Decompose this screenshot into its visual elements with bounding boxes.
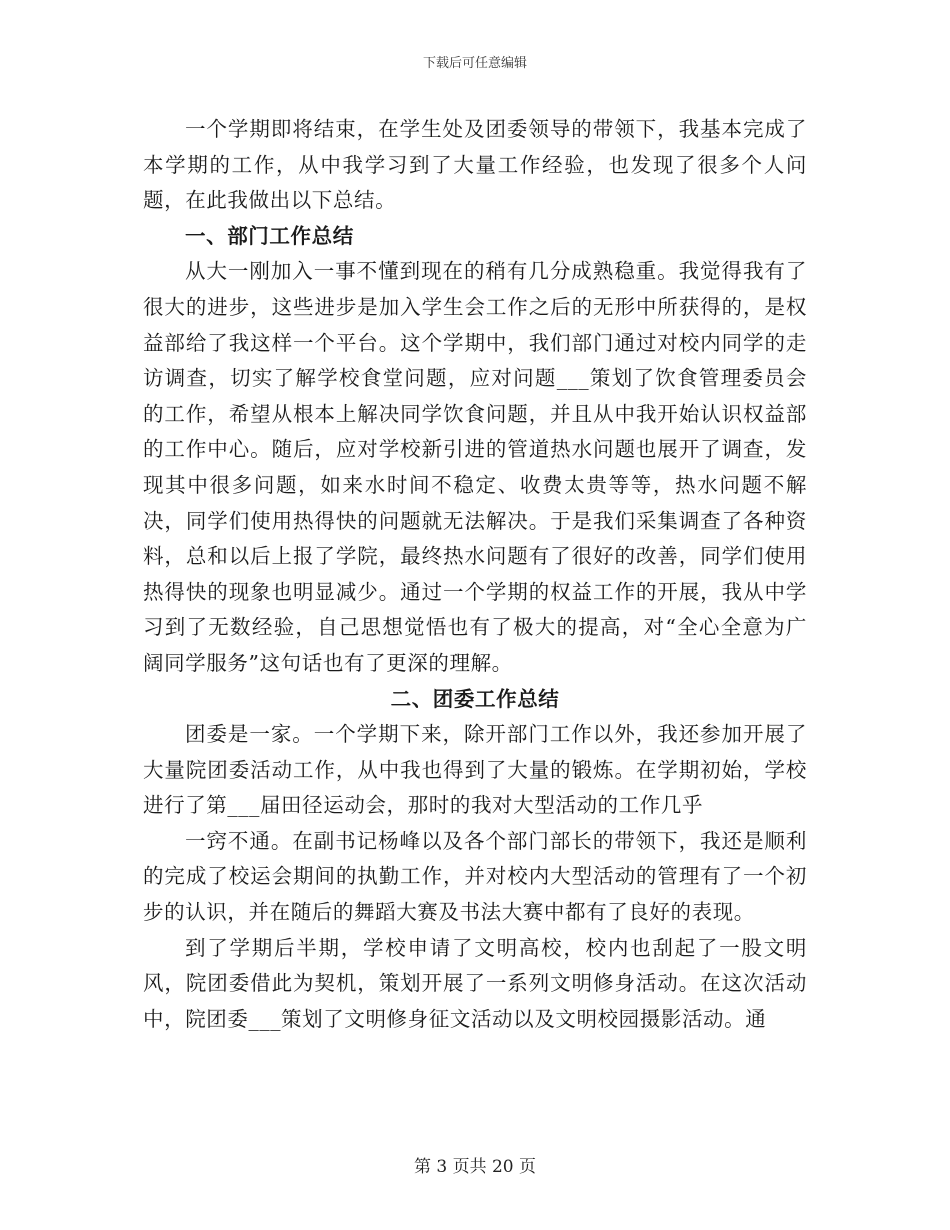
page-header: 下载后可任意编辑 [422,56,527,71]
section-2-paragraph-1: 团委是一家。一个学期下来，除开部门工作以外，我还参加开展了大量院团委活动工作，从中我也得到了大量的锻炼。在学期初始，学校进行了第___届田径运动会，那时的我对大型活动的工作几乎 [143,722,807,818]
section-2-paragraph-2: 一窍不通。在副书记杨峰以及各个部门部长的带领下，我还是顺利的完成了校运会期间的执勤工作，并对校内大型活动的管理有了一个初步的认识，并在随后的舞蹈大赛及书法大赛中都有了良好的表现。 [143,828,807,925]
section-2-paragraph-3: 到了学期后半期，学校申请了文明高校，校内也刮起了一股文明风，院团委借此为契机，策划开展了一系列文明修身活动。在这次活动中，院团委___策划了文明修身征文活动以及文明校园摄影活动。通 [143,935,807,1031]
section-1-paragraph: 从大一刚加入一事不懂到现在的稍有几分成熟稳重。我觉得我有了很大的进步，这些进步是加入学生会工作之后的无形中所获得的，是权益部给了我这样一个平台。这个学期中，我们部门通过对校内同学的走访调查，切实了解学校食堂问题，应对问题___策划了饮食管理委员会的工作，希望从根本上解决同学饮食问题，并且从中我开始认识权益部的工作中心。随后，应对学校新引进的管道热水问题也展开了调查，发现其中很多问题，如来水时间不稳定、收费太贵等等，热水问题不解决，同学们使用热得快的问题就无法解决。于是我们采集调查了各种资料，总和以后上报了学院，最终热水问题有了很好的改善，同学们使用热得快的现象也明显减少。通过一个学期的权益工作的开展，我从中学习到了无数经验，自己思想觉悟也有了极大的提高，对“全心全意为广阔同学服务”这句话也有了更深的理解。 [143,259,807,675]
section-1-heading: 一、部门工作总结 [185,223,354,248]
section-2-heading: 二、团委工作总结 [390,686,560,711]
document-body [143,112,807,1037]
page-number-footer: 第 3 页共 20 页 [413,1157,537,1177]
intro-paragraph: 一个学期即将结束，在学生处及团委领导的带领下，我基本完成了本学期的工作，从中我学习到了大量工作经验，也发现了很多个人问题，在此我做出以下总结。 [143,117,807,213]
